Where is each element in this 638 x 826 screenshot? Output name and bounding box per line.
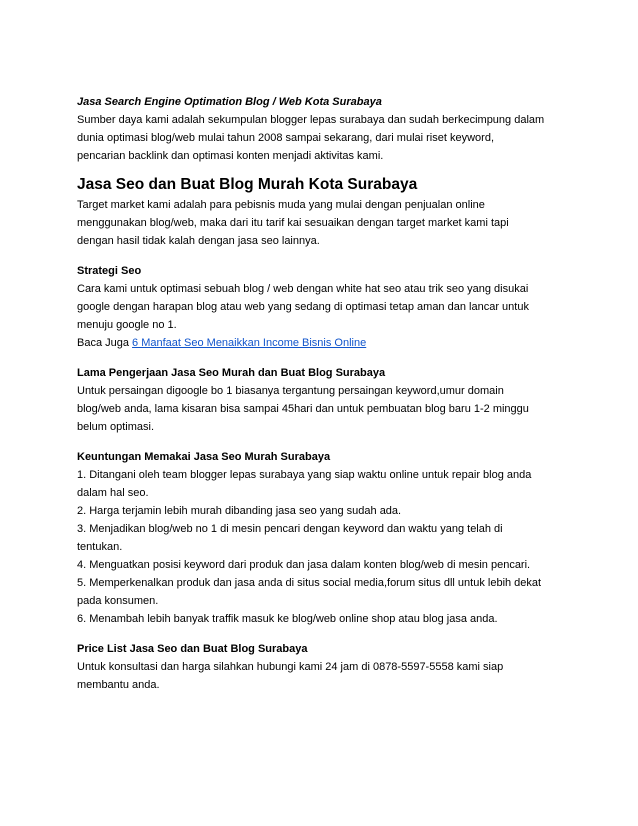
main-heading: Jasa Seo dan Buat Blog Murah Kota Surabaya — [77, 176, 418, 193]
read-also-prefix: Baca Juga — [77, 337, 133, 349]
list-line: 4. Menguatkan posisi keyword dari produk dan jasa dalam konten blog/web di mesin pencari. — [77, 559, 531, 571]
list-line: 5. Memperkenalkan produk dan jasa anda di situs social media,forum situs dll untuk lebih dekat — [77, 577, 542, 589]
section-heading-price-list: Price List Jasa Seo dan Buat Blog Surabaya — [77, 643, 308, 655]
list-line: 3. Menjadikan blog/web no 1 di mesin pencari dengan keyword dan waktu yang telah di — [77, 523, 503, 535]
paragraph-line: dengan hasil tidak kalah dengan jasa seo lainnya. — [77, 235, 320, 247]
paragraph-line: Target market kami adalah para pebisnis muda yang mulai dengan penjualan online — [77, 199, 485, 211]
paragraph-line: Untuk persaingan digoogle bo 1 biasanya tergantung persaingan keyword,umur domain — [77, 385, 504, 397]
paragraph-line: Untuk konsultasi dan harga silahkan hubungi kami 24 jam di 0878-5597-5558 kami siap — [77, 661, 504, 673]
section-heading-benefits: Keuntungan Memakai Jasa Seo Murah Surabaya — [77, 451, 331, 463]
list-line: 1. Ditangani oleh team blogger lepas surabaya yang siap waktu online untuk repair blog anda — [77, 469, 532, 481]
read-also-line — [77, 334, 567, 352]
paragraph-line: menuju google no 1. — [77, 319, 177, 331]
spacer — [77, 250, 567, 262]
section-heading-strategy: Strategi Seo — [77, 265, 142, 277]
read-also-link[interactable]: 6 Manfaat Seo Menaikkan Income Bisnis Online — [132, 337, 367, 349]
section-heading-duration: Lama Pengerjaan Jasa Seo Murah dan Buat Blog Surabaya — [77, 367, 386, 379]
paragraph-line: pencarian backlink dan optimasi konten menjadi aktivitas kami. — [77, 150, 384, 162]
spacer — [77, 436, 567, 448]
paragraph-line: membantu anda. — [77, 679, 160, 691]
spacer — [77, 352, 567, 364]
paragraph-line: google dengan harapan blog atau web yang sedang di optimasi tetap aman dan lancar untuk — [77, 301, 529, 313]
list-line: 6. Menambah lebih banyak traffik masuk ke blog/web online shop atau blog jasa anda. — [77, 613, 498, 625]
paragraph-line: Cara kami untuk optimasi sebuah blog / web dengan white hat seo atau trik seo yang disukai — [77, 283, 529, 295]
paragraph-line: belum optimasi. — [77, 421, 155, 433]
paragraph-line: Sumber daya kami adalah sekumpulan blogger lepas surabaya dan sudah berkecimpung dalam — [77, 114, 545, 126]
list-line: dalam hal seo. — [77, 487, 149, 499]
list-line: tentukan. — [77, 541, 123, 553]
section-heading-seo-service: Jasa Search Engine Optimation Blog / Web Kota Surabaya — [77, 96, 382, 108]
list-line: 2. Harga terjamin lebih murah dibanding jasa seo yang sudah ada. — [77, 505, 402, 517]
document-content — [77, 93, 567, 694]
list-line: pada konsumen. — [77, 595, 159, 607]
paragraph-line: dunia optimasi blog/web mulai tahun 2008 sampai sekarang, dari mulai riset keyword, — [77, 132, 495, 144]
paragraph-line: blog/web anda, lama kisaran bisa sampai 45hari dan untuk pembuatan blog baru 1-2 minggu — [77, 403, 529, 415]
paragraph-line: menggunakan blog/web, maka dari itu tarif kai sesuaikan dengan target market kami tapi — [77, 217, 509, 229]
spacer — [77, 628, 567, 640]
